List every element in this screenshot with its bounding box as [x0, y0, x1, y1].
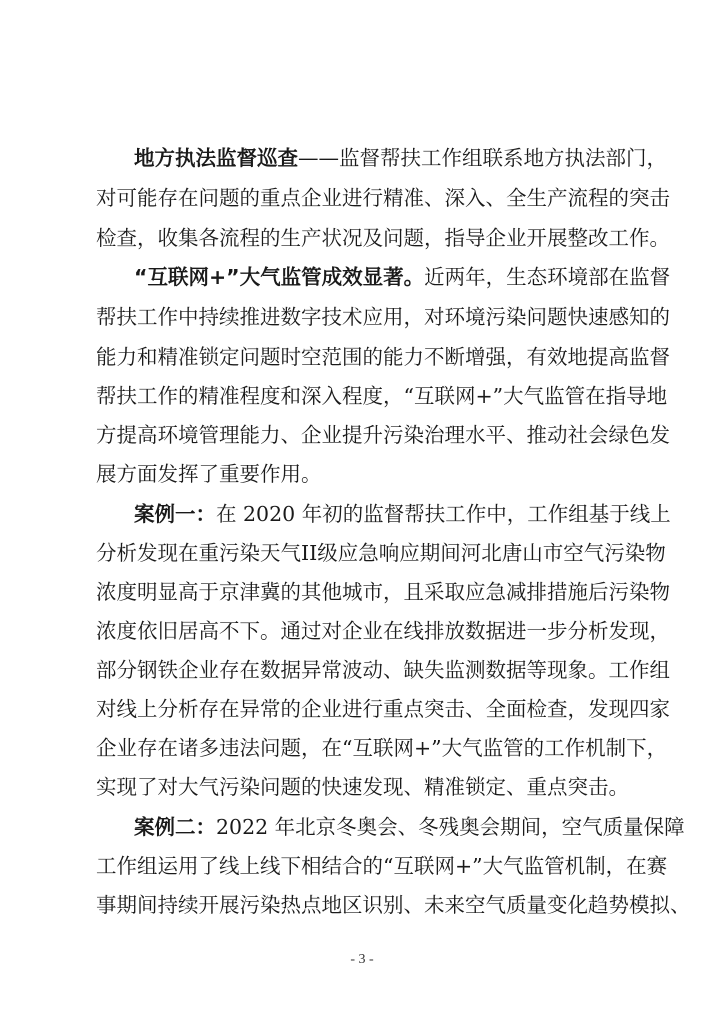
paragraph-1-line-1	[134, 146, 667, 170]
paragraph-3-line-4: 浓度依旧居高不下。通过对企业在线排放数据进一步分析发现，	[96, 619, 670, 643]
paragraph-2-heading: “互联网+”大气监管成效显著。	[134, 265, 425, 289]
page-number: - 3 -	[350, 952, 374, 967]
paragraph-1-text: ——监督帮扶工作组联系地方执法部门，	[298, 146, 667, 170]
paragraph-3-line-6: 对线上分析存在异常的企业进行重点突击、全面检查，发现四家	[96, 697, 670, 721]
paragraph-2-line-5: 方提高环境管理能力、企业提升污染治理水平、推动社会绿色发	[96, 423, 670, 447]
paragraph-3-line-8: 实现了对大气污染问题的快速发现、精准锁定、重点突击。	[96, 775, 629, 799]
paragraph-3-line-1	[134, 502, 671, 526]
paragraph-4-line-1	[134, 815, 685, 839]
paragraph-2-line-4: 帮扶工作的精准程度和深入程度，“互联网+”大气监管在指导地	[96, 384, 668, 408]
paragraph-4-heading: 案例二：	[134, 815, 216, 839]
paragraph-3-line-5: 部分钢铁企业存在数据异常波动、缺失监测数据等现象。工作组	[96, 658, 670, 682]
paragraph-2-line-3: 能力和精准锁定问题时空范围的能力不断增强，有效地提高监督	[96, 345, 670, 369]
paragraph-3-text: 在 2020 年初的监督帮扶工作中，工作组基于线上	[216, 502, 671, 526]
paragraph-2-line-1	[134, 265, 671, 289]
paragraph-2-line-6: 展方面发挥了重要作用。	[96, 462, 322, 486]
paragraph-1-line-3: 检查，收集各流程的生产状况及问题，指导企业开展整改工作。	[96, 226, 670, 250]
paragraph-4-text: 2022 年北京冬奥会、冬残奥会期间，空气质量保障	[216, 815, 685, 839]
paragraph-2-text: 近两年，生态环境部在监督	[424, 265, 671, 289]
paragraph-2-line-2: 帮扶工作中持续推进数字技术应用，对环境污染问题快速感知的	[96, 305, 670, 329]
paragraph-1-line-2: 对可能存在问题的重点企业进行精准、深入、全生产流程的突击	[96, 186, 670, 210]
paragraph-3-line-7: 企业存在诸多违法问题，在“互联网+”大气监管的工作机制下，	[96, 736, 668, 760]
paragraph-1-heading: 地方执法监督巡查	[134, 146, 298, 170]
paragraph-4-line-2: 工作组运用了线上线下相结合的“互联网+”大气监管机制，在赛	[96, 854, 668, 878]
paragraph-3-line-3: 浓度明显高于京津冀的其他城市，且采取应急减排措施后污染物	[96, 580, 670, 604]
paragraph-3-line-2: 分析发现在重污染天气II级应急响应期间河北唐山市空气污染物	[96, 541, 666, 565]
paragraph-4-line-3: 事期间持续开展污染热点地区识别、未来空气质量变化趋势模拟、	[96, 893, 691, 917]
paragraph-3-heading: 案例一：	[134, 502, 216, 526]
